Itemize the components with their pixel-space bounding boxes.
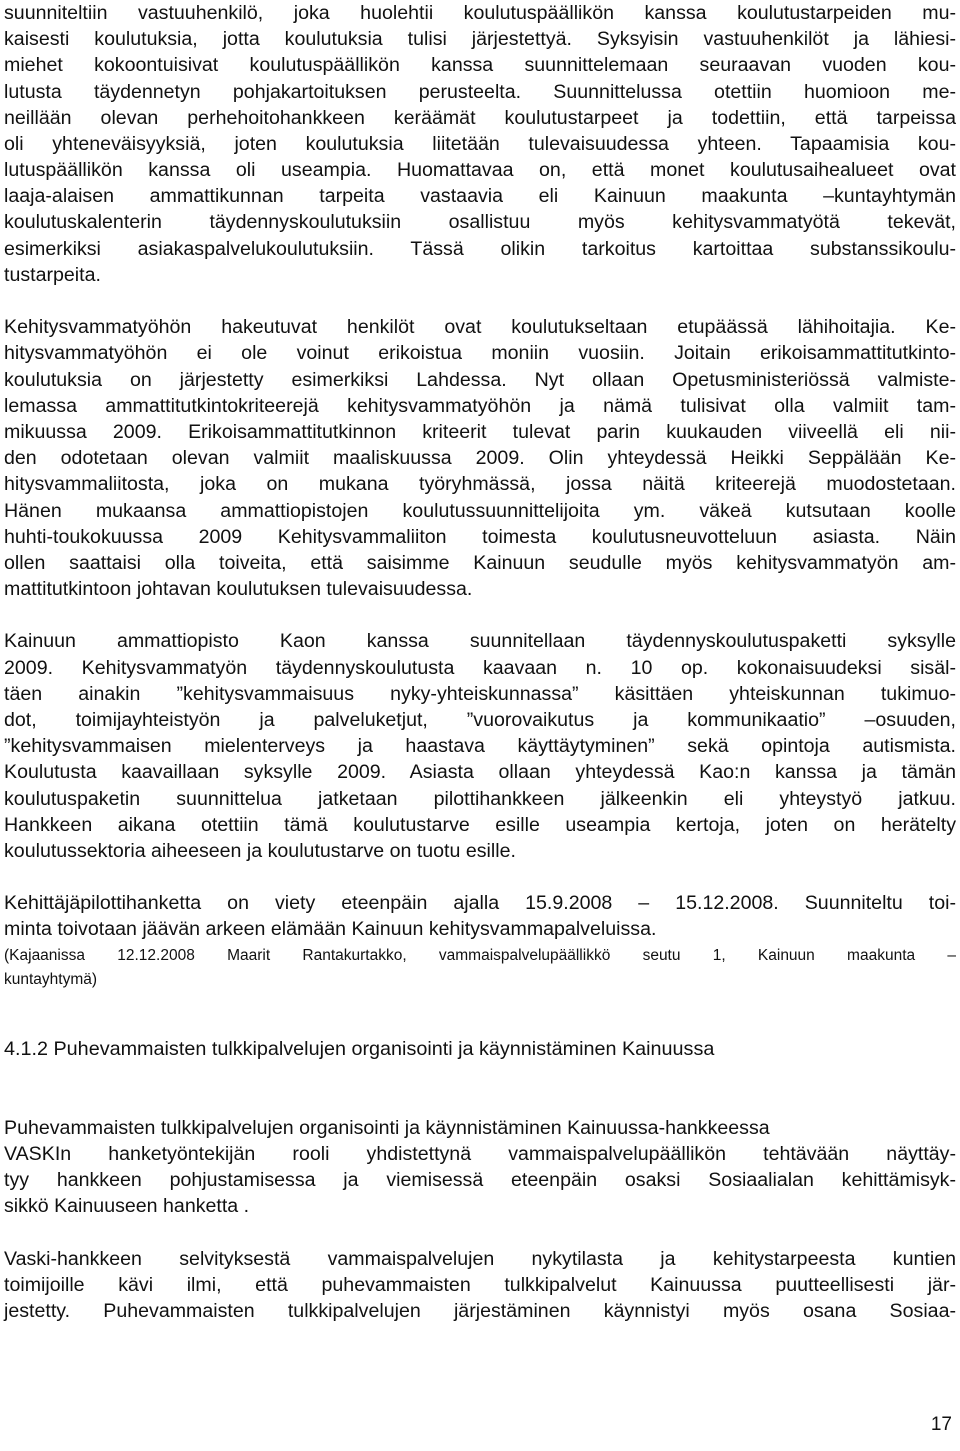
text-line: Koulutusta kaavaillaan syksylle 2009. Asiasta ollaan yhteydessä Kao:n kanssa ja tämän [4,761,956,783]
text-line: laaja-alaisen ammattikunnan tarpeita vastaavia eli Kainuun maakunta –kuntayhtymän [4,185,956,207]
text-line: sikkö Kainuuseen hanketta . [4,1195,250,1217]
text-line: Kainuun ammattiopisto Kaon kanssa suunnitellaan täydennyskoulutuspaketti syksylle [4,630,956,652]
text-line: täen ainakin ”kehitysvammaisuus nyky-yhteiskunnassa” käsittäen yhteiskunnan tukimuo- [4,683,956,705]
text-line: toimijoille kävi ilmi, että puhevammaisten tulkkipalvelut Kainuussa puutteellisesti jär- [4,1274,956,1296]
text-line: esimerkiksi asiakaspalvelukoulutuksiin. Tässä olikin tarkoitus kartoittaa substanssikoulu- [4,238,956,260]
text-line: miehet kokoontuisivat koulutuspäällikön kanssa suunnittelemaan seuraavan vuoden kou- [4,54,956,76]
text-line: tustarpeita. [4,264,101,286]
page-number: 17 [930,1414,952,1435]
text-line: minta toivotaan jäävän arkeen elämään Kainuun kehitysvammapalveluissa. [4,918,657,940]
signature-line: (Kajaanissa 12.12.2008 Maarit Rantakurtakko, vammaispalvelupäällikkö seutu 1, Kainuun maakunta – [4,947,956,964]
text-line: mikuussa 2009. Erikoisammattitutkinnon kriteerit tulevat parin kuukauden viiveellä eli nii- [4,421,956,443]
text-line: dot, toimijayhteistyön ja palveluketjut, ”vuorovaikutus ja kommunikaatio” –osuuden, [4,709,956,731]
text-line: jestetty. Puhevammaisten tulkkipalvelujen järjestäminen käynnistyi myös osana Sosiaa- [4,1300,956,1322]
text-line: koulutuskalenterin täydennyskoulutuksiin osallistuu myös kehitysvammatyötä tekevät, [4,211,956,233]
text-line: oli yhteneväisyyksiä, joten koulutuksia liitetään tulevaisuudessa yhteen. Tapaamisia kou- [4,133,956,155]
text-line: koulutussektoria aiheeseen ja koulutustarve on tuotu esille. [4,840,516,862]
text-line: 2009. Kehitysvammatyön täydennyskoulutusta kaavaan n. 10 op. kokonaisuudeksi sisäl- [4,657,956,679]
text-line: den odotetaan olevan valmiit maaliskuussa 2009. Olin yhteydessä Heikki Seppälään Ke- [4,447,956,469]
text-line: lutusta täydennetyn pohjakartoituksen perusteelta. Suunnittelussa otettiin huomioon me- [4,81,956,103]
signature-line: kuntayhtymä) [4,971,98,988]
text-line: lutuspäällikön kanssa oli useampia. Huomattavaa on, että monet koulutusaihealueet ovat [4,159,956,181]
text-line: mattitutkintoon johtavan koulutuksen tulevaisuudessa. [4,578,473,600]
text-line: VASKIn hanketyöntekijän rooli yhdistettynä vammaispalvelupäällikön tehtävään näyttäy- [4,1143,956,1165]
text-line: hitysvammatyöhön ei ole voinut erikoistua moniin vuosiin. Joitain erikoisammattitutkinto- [4,342,956,364]
text-line: tyy hankkeen pohjustamisessa ja viemisessä eteenpäin osaksi Sosiaalialan kehittämisyk- [4,1169,956,1191]
section-heading: 4.1.2 Puhevammaisten tulkkipalvelujen organisointi ja käynnistäminen Kainuussa [4,1038,715,1060]
text-line: lemassa ammattitutkintokriteerejä kehitysvammatyöhön ja nämä tulisivat olla valmiit tam- [4,395,956,417]
text-line: kaisesti koulutuksia, jotta koulutuksia tulisi järjestettyä. Syksyisin vastuuhenkilöt ja lähiesi- [4,28,956,50]
text-line: Vaski-hankkeen selvityksestä vammaispalvelujen nykytilasta ja kehitystarpeesta kuntien [4,1248,956,1270]
text-line: koulutuksia on järjestetty esimerkiksi Lahdessa. Nyt ollaan Opetusministeriössä valmiste- [4,369,956,391]
text-line: ollen saattaisi olla toiveita, että saisimme Kainuun seudulle myös kehitysvammatyön am- [4,552,956,574]
text-line: Hankkeen aikana otettiin tämä koulutustarve esille useampia kertoja, joten on herätelty [4,814,956,836]
text-line: Hänen mukaansa ammattiopistojen koulutussuunnittelijoita ym. väkeä kutsutaan koolle [4,500,956,522]
text-line: Puhevammaisten tulkkipalvelujen organisointi ja käynnistäminen Kainuussa-hankkeessa [4,1117,770,1139]
text-line: ”kehitysvammaisen mielenterveys ja haastava käyttäytyminen” sekä opintoja autismista. [4,735,956,757]
text-line: suunniteltiin vastuuhenkilö, joka huolehtii koulutuspäällikön kanssa koulutustarpeiden mu- [4,2,956,24]
text-line: huhti-toukokuussa 2009 Kehitysvammaliiton toimesta koulutusneuvotteluun asiasta. Näin [4,526,956,548]
text-line: hitysvammaliitosta, joka on mukana työryhmässä, jossa näitä kriteerejä muodostetaan. [4,473,956,495]
text-line: Kehitysvammatyöhön hakeutuvat henkilöt ovat koulutukseltaan etupäässä lähihoitajia. Ke- [4,316,956,338]
text-line: koulutuspaketin suunnittelua jatketaan pilottihankkeen jälkeenkin eli yhteystyö jatkuu. [4,788,956,810]
text-line: Kehittäjäpilottihanketta on viety eteenpäin ajalla 15.9.2008 – 15.12.2008. Suunniteltu toi- [4,892,956,914]
text-line: neillään olevan perhehoitohankkeen keräämät koulutustarpeet ja todettiin, että tarpeissa [4,107,956,129]
